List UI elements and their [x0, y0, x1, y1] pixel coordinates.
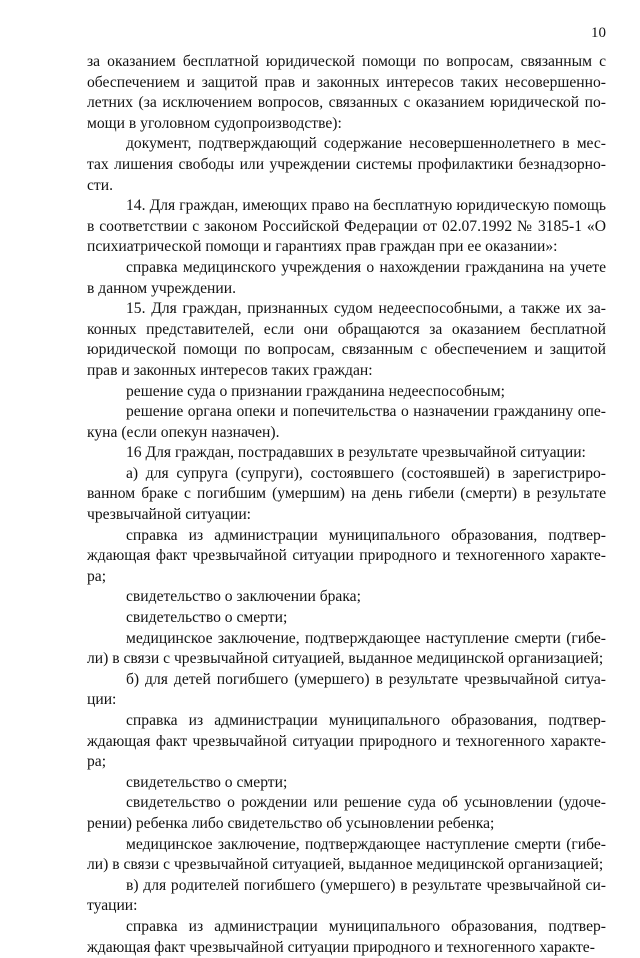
paragraph-2: документ, подтверждающий содержание несовершеннолетнего в местах лишения свободы или учреждении системы профилактики безнадзорности.	[87, 135, 606, 194]
paragraph-8: 16 Для граждан, пострадавших в результате чрезвычайной ситуации:	[126, 444, 586, 462]
paragraph-13: медицинское заключение, подтверждающее наступление смерти (гибели) в связи с чрезвычайной ситуацией, выданное медицинской организацией;	[87, 629, 606, 668]
paragraph-12: свидетельство о смерти;	[126, 609, 288, 627]
paragraph-16: свидетельство о смерти;	[126, 773, 288, 791]
paragraph-6: решение суда о признании гражданина недееспособным;	[126, 382, 505, 400]
page-number: 10	[591, 25, 606, 41]
paragraph-1: за оказанием бесплатной юридической помощи по вопросам, связанным с обеспечением и защитой прав и законных интересов таких несовершеннолетних (за исключением вопросов, связанных с оказанием юридической помощи в уголовном судопроизводстве):	[87, 53, 606, 132]
paragraph-4: справка медицинского учреждения о нахождении гражданина на учете в данном учреждении.	[87, 258, 606, 297]
paragraph-3: 14. Для граждан, имеющих право на бесплатную юридическую помощь в соответствии с законом Российской Федерации от 02.07.1992 № 3185-1 «О психиатрической помощи и гарантиях прав граждан при ее оказании»:	[87, 197, 606, 256]
paragraph-19: в) для родителей погибшего (умершего) в результате чрезвычайной ситуации:	[87, 876, 606, 915]
document-body	[87, 52, 606, 958]
paragraph-17: свидетельство о рождении или решение суда об усыновлении (удочерении) ребенка либо свидетельство об усыновлении ребенка;	[87, 794, 606, 832]
paragraph-7: решение органа опеки и попечительства о назначении гражданину опекуна (если опекун назначен).	[87, 403, 606, 441]
paragraph-9: а) для супруга (супруги), состоявшего (состоявшей) в зарегистрированном браке с погибшим (умершим) на день гибели (смерти) в результате чрезвычайной ситуации:	[87, 464, 606, 524]
paragraph-11: свидетельство о заключении брака;	[126, 588, 361, 606]
paragraph-10: справка из администрации муниципального образования, подтверждающая факт чрезвычайной ситуации природного и техногенного характера;	[87, 526, 606, 585]
paragraph-14: б) для детей погибшего (умершего) в результате чрезвычайной ситуации:	[87, 670, 606, 709]
paragraph-20: справка из администрации муниципального образования, подтверждающая факт чрезвычайной ситуации природного и техногенного характе-	[87, 917, 606, 956]
paragraph-5: 15. Для граждан, признанных судом недееспособными, а также их законных представителей, если они обращаются за оказанием бесплатной юридической помощи по вопросам, связанным с обеспечением и защитой прав и законных интересов таких граждан:	[87, 300, 606, 379]
paragraph-15: справка из администрации муниципального образования, подтверждающая факт чрезвычайной ситуации природного и техногенного характера;	[87, 712, 606, 771]
paragraph-18: медицинское заключение, подтверждающее наступление смерти (гибели) в связи с чрезвычайной ситуацией, выданное медицинской организацией;	[87, 835, 606, 874]
